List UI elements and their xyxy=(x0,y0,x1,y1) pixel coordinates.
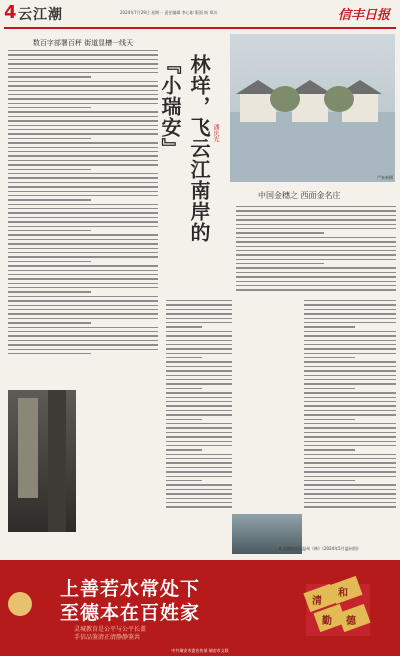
text-line xyxy=(8,313,158,314)
text-line xyxy=(166,366,232,367)
text-line xyxy=(166,388,202,389)
text-line xyxy=(304,388,355,389)
text-line xyxy=(166,436,232,437)
text-line xyxy=(8,85,158,86)
text-line xyxy=(304,498,396,499)
text-line xyxy=(8,133,158,134)
text-line xyxy=(236,241,396,242)
text-line xyxy=(166,458,232,459)
text-line xyxy=(8,160,158,161)
text-line xyxy=(8,195,158,196)
text-line xyxy=(8,226,158,227)
text-line xyxy=(8,72,158,73)
text-line xyxy=(304,340,396,341)
text-line xyxy=(304,397,396,398)
text-line xyxy=(8,90,158,91)
text-line xyxy=(304,304,396,305)
section-title: 云江潮 xyxy=(18,7,63,23)
text-line xyxy=(304,309,396,310)
text-line xyxy=(166,357,202,358)
text-line xyxy=(8,138,91,139)
text-line xyxy=(304,489,396,490)
text-line xyxy=(166,326,202,327)
text-line xyxy=(236,228,396,229)
footer-note: 中共瑞安市委宣传部 瑞安市文联 xyxy=(171,648,229,653)
text-line xyxy=(304,471,396,472)
text-line xyxy=(304,357,355,358)
text-line xyxy=(166,361,232,362)
text-line xyxy=(8,164,158,165)
text-line xyxy=(8,63,158,64)
ad-logo xyxy=(8,592,32,616)
text-line xyxy=(8,111,158,112)
text-line xyxy=(166,331,232,332)
text-line xyxy=(166,383,232,384)
hero-photo xyxy=(230,34,395,182)
text-line xyxy=(166,432,232,433)
text-line xyxy=(236,250,396,251)
text-line xyxy=(304,414,396,415)
text-line xyxy=(304,348,396,349)
text-line xyxy=(166,370,232,371)
text-line xyxy=(166,454,232,455)
text-line xyxy=(304,401,396,402)
left-article-title: 数百字部署百秤 街道显槽一线天 xyxy=(32,39,134,47)
water xyxy=(230,112,395,182)
text-line xyxy=(166,427,232,428)
text-line xyxy=(166,304,232,305)
text-line xyxy=(236,267,396,268)
text-line xyxy=(304,493,396,494)
ad-title-1: 上善若水常处下 xyxy=(60,578,201,600)
text-line xyxy=(8,248,158,249)
text-line xyxy=(166,471,232,472)
text-line xyxy=(8,169,91,170)
text-line xyxy=(166,449,202,450)
tag-word-1: 清 xyxy=(312,596,322,607)
text-line xyxy=(8,296,158,297)
text-line xyxy=(166,467,232,468)
text-line xyxy=(236,246,396,247)
text-line xyxy=(8,59,158,60)
text-line xyxy=(8,261,91,262)
text-line xyxy=(166,410,232,411)
main-title: 林垟，飞云江南岸的『小瑞安』 xyxy=(158,54,211,243)
text-line xyxy=(166,493,232,494)
text-line xyxy=(8,265,158,266)
text-line xyxy=(8,300,158,301)
text-line xyxy=(8,199,91,200)
text-line xyxy=(8,151,158,152)
text-line xyxy=(166,484,232,485)
text-line xyxy=(166,480,202,481)
text-line xyxy=(166,401,232,402)
text-line xyxy=(304,506,396,507)
text-line xyxy=(304,410,396,411)
text-line xyxy=(304,405,396,406)
text-line xyxy=(8,322,91,323)
ad-title-2: 至德本在百姓家 xyxy=(60,602,201,624)
text-line xyxy=(8,76,91,77)
text-line xyxy=(166,340,232,341)
ad-sub-1: 灵城教育是公平与公平长盖 xyxy=(74,626,147,633)
text-line xyxy=(304,318,396,319)
text-line xyxy=(304,370,396,371)
text-line xyxy=(304,300,396,301)
header xyxy=(0,0,400,30)
text-line xyxy=(166,414,232,415)
text-line xyxy=(304,462,396,463)
text-line xyxy=(166,441,232,442)
text-line xyxy=(8,94,158,95)
text-line xyxy=(8,98,158,99)
tag-word-3: 勤 xyxy=(322,616,332,627)
text-line xyxy=(304,335,396,336)
text-line xyxy=(8,50,158,51)
text-line xyxy=(8,217,158,218)
text-line xyxy=(304,366,396,367)
text-line xyxy=(8,234,158,235)
text-line xyxy=(8,344,158,345)
header-rule xyxy=(4,27,396,29)
text-line xyxy=(8,68,158,69)
text-line xyxy=(8,54,158,55)
text-line xyxy=(304,419,355,420)
text-line xyxy=(304,427,396,428)
text-line xyxy=(8,283,158,284)
text-line xyxy=(8,81,158,82)
text-line xyxy=(8,309,158,310)
text-line xyxy=(166,445,232,446)
tree-1 xyxy=(270,86,300,112)
text-line xyxy=(8,340,158,341)
text-line xyxy=(304,441,396,442)
text-line xyxy=(8,349,158,350)
byline: 潘庆光 xyxy=(212,124,219,142)
text-line xyxy=(166,476,232,477)
text-line xyxy=(304,383,396,384)
text-line xyxy=(304,392,396,393)
text-line xyxy=(8,256,158,257)
text-line xyxy=(304,449,355,450)
paper-name: 信丰日报 xyxy=(337,8,390,23)
text-line xyxy=(304,484,396,485)
text-line xyxy=(166,300,232,301)
text-line xyxy=(304,480,355,481)
text-line xyxy=(236,224,396,225)
issue-meta: 2024年7月29日 星期一 责任编辑 李心如 版面 纸 郑川 xyxy=(120,10,218,15)
text-line xyxy=(8,204,158,205)
text-line xyxy=(8,291,91,292)
text-line xyxy=(304,331,396,332)
text-line xyxy=(8,186,158,187)
text-line xyxy=(304,476,396,477)
text-line xyxy=(166,375,232,376)
subheadline: 中国金穗之 西面金名庄 xyxy=(258,191,341,200)
text-line xyxy=(8,287,158,288)
left-text xyxy=(8,50,158,357)
text-line xyxy=(304,436,396,437)
text-line xyxy=(8,177,158,178)
text-line xyxy=(8,327,158,328)
text-line xyxy=(304,322,396,323)
text-line xyxy=(8,243,158,244)
text-line xyxy=(8,252,158,253)
hero-caption: 严家新摄 xyxy=(377,175,393,180)
tree-2 xyxy=(324,86,354,112)
text-line xyxy=(8,353,91,354)
text-line xyxy=(304,445,396,446)
text-line xyxy=(166,392,232,393)
text-line xyxy=(166,462,232,463)
text-line xyxy=(236,259,396,260)
text-line xyxy=(8,212,158,213)
text-line xyxy=(236,289,396,290)
footer-ad xyxy=(0,560,400,656)
text-line xyxy=(8,335,158,336)
text-line xyxy=(8,103,158,104)
text-line xyxy=(236,276,396,277)
text-line xyxy=(304,423,396,424)
text-line xyxy=(304,432,396,433)
text-line xyxy=(166,379,232,380)
text-line xyxy=(8,173,158,174)
text-line xyxy=(8,270,158,271)
text-line xyxy=(166,419,202,420)
tag-word-4: 德 xyxy=(346,616,356,627)
text-line xyxy=(166,502,232,503)
text-line xyxy=(166,344,232,345)
text-line xyxy=(304,454,396,455)
main-headline-banner xyxy=(158,34,222,274)
text-line xyxy=(8,107,91,108)
page-number: 4 xyxy=(4,2,17,23)
text-line xyxy=(304,379,396,380)
ad-tag xyxy=(306,584,370,636)
text-line xyxy=(8,274,158,275)
text-line xyxy=(8,318,158,319)
text-line xyxy=(304,467,396,468)
text-line xyxy=(166,348,232,349)
text-line xyxy=(166,498,232,499)
text-line xyxy=(236,232,324,233)
text-line xyxy=(236,219,396,220)
text-line xyxy=(8,147,158,148)
text-line xyxy=(236,285,396,286)
text-line xyxy=(8,120,158,121)
text-line xyxy=(304,313,396,314)
text-line xyxy=(236,206,396,207)
text-line xyxy=(236,237,396,238)
text-line xyxy=(166,506,232,507)
text-line xyxy=(8,278,158,279)
text-line xyxy=(166,309,232,310)
text-line xyxy=(8,305,158,306)
ad-sub-2: 手信品鉴清正清静静鉴共 xyxy=(74,634,141,641)
text-line xyxy=(8,208,158,209)
text-line xyxy=(166,322,232,323)
left-photo xyxy=(8,390,76,532)
small-caption: 本文插图选自温州《林》《2024年5月温州图》 xyxy=(278,546,361,551)
text-line xyxy=(304,344,396,345)
text-line xyxy=(8,182,158,183)
text-line xyxy=(8,230,91,231)
text-line xyxy=(166,397,232,398)
text-line xyxy=(304,502,396,503)
text-line xyxy=(8,191,158,192)
text-line xyxy=(236,272,396,273)
text-line xyxy=(8,116,158,117)
text-line xyxy=(304,326,355,327)
text-line xyxy=(304,361,396,362)
text-line xyxy=(166,318,232,319)
text-line xyxy=(8,239,158,240)
text-line xyxy=(236,254,396,255)
text-line xyxy=(166,313,232,314)
text-line xyxy=(236,210,396,211)
text-line xyxy=(8,331,158,332)
text-line xyxy=(236,281,396,282)
text-line xyxy=(304,458,396,459)
tag-word-2: 和 xyxy=(338,588,348,599)
text-line xyxy=(236,263,324,264)
text-line xyxy=(8,129,158,130)
text-line xyxy=(236,215,396,216)
text-line xyxy=(166,353,232,354)
text-line xyxy=(166,489,232,490)
text-line xyxy=(304,375,396,376)
text-line xyxy=(166,405,232,406)
text-line xyxy=(8,125,158,126)
text-line xyxy=(166,335,232,336)
text-line xyxy=(304,353,396,354)
text-line xyxy=(8,221,158,222)
text-line xyxy=(8,142,158,143)
text-line xyxy=(8,155,158,156)
text-line xyxy=(166,423,232,424)
